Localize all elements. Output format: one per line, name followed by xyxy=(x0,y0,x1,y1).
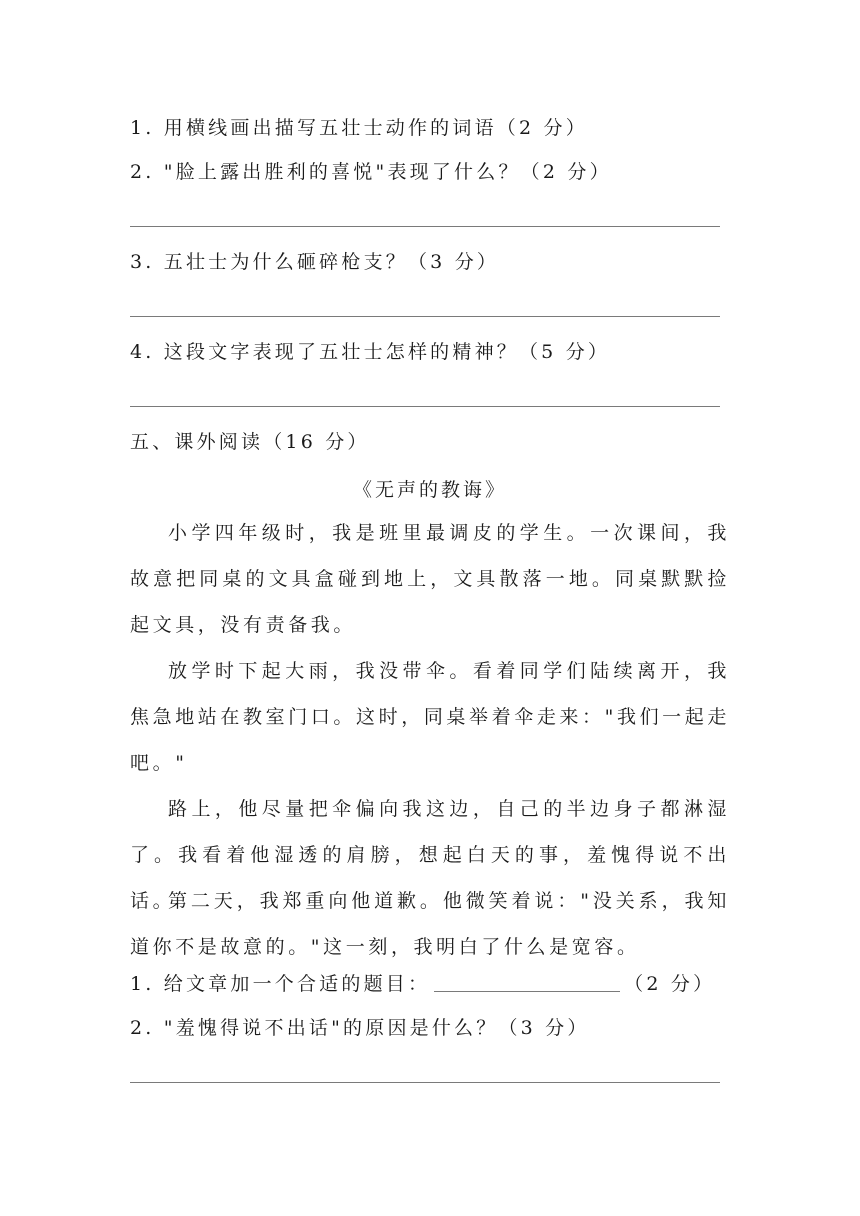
question-2: 2. "脸上露出胜利的喜悦"表现了什么？（2 分） xyxy=(130,161,612,183)
bottom-question-2: 2. "羞愧得说不出话"的原因是什么？（3 分） xyxy=(130,1017,590,1039)
title-answer-blank[interactable] xyxy=(434,973,620,992)
question-3: 3. 五壮士为什么砸碎枪支？（3 分） xyxy=(130,251,500,273)
answer-line-bottom-2[interactable] xyxy=(130,1082,720,1083)
question-1: 1. 用横线画出描写五壮士动作的词语（2 分） xyxy=(130,117,588,139)
section-heading: 五、课外阅读（16 分） xyxy=(130,431,370,453)
passage-paragraph-2: 放学时下起大雨，我没带伞。看着同学们陆续离开，我焦急地站在教室门口。这时，同桌举着伞走来："我们一起走吧。" xyxy=(130,660,730,774)
answer-line-2[interactable] xyxy=(130,226,720,227)
answer-line-3[interactable] xyxy=(130,316,720,317)
question-4: 4. 这段文字表现了五壮士怎样的精神？（5 分） xyxy=(130,341,611,363)
bottom-question-1-score: （2 分） xyxy=(624,973,716,995)
passage-paragraph-3: 路上，他尽量把伞偏向我这边，自己的半边身子都淋湿了。我看着他湿透的肩膀，想起白天的事，羞愧得说不出话。 xyxy=(130,798,730,912)
passage-paragraph-1: 小学四年级时，我是班里最调皮的学生。一次课间，我故意把同桌的文具盒碰到地上，文具散落一地。同桌默默捡起文具，没有责备我。 xyxy=(130,522,730,636)
bottom-question-1-text: 1. 给文章加一个合适的题目： xyxy=(130,973,431,995)
answer-line-4[interactable] xyxy=(130,406,720,407)
passage-title: 《无声的教诲》 xyxy=(352,479,507,501)
passage-paragraph-4: 第二天，我郑重向他道歉。他微笑着说："没关系，我知道你不是故意的。"这一刻，我明白了什么是宽容。 xyxy=(130,890,730,958)
bottom-question-1 xyxy=(130,972,715,996)
